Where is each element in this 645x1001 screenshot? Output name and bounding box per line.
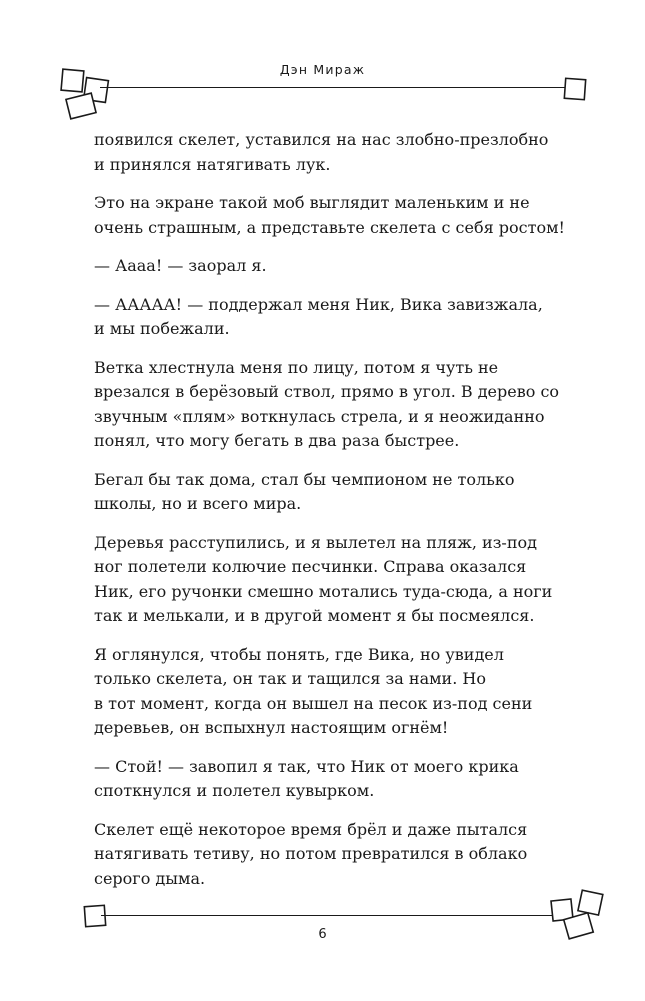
paragraph: Я оглянулся, чтобы понять, где Вика, но увидел только скелета, он так и тащился за нами. Но в тот момент, когда он вышел на песок из-под сени деревьев, он вспыхнул настоящим огнём! (94, 644, 533, 737)
header-square-right-ornament (560, 74, 592, 106)
running-head-author: Дэн Мираж (279, 62, 366, 77)
paragraph: Ветка хлестнула меня по лицу, потом я чуть не врезался в берёзовый ствол, прямо в угол. В дерево со звучным «плям» воткнулась стрела, и я неожиданно понял, что могу бегать в два раза быстрее. (94, 357, 560, 450)
paragraph: появился скелет, уставился на нас злобно-презлобно и принялся натягивать лук. (94, 130, 549, 174)
paragraph: Скелет ещё некоторое время брёл и даже пытался натягивать тетиву, но потом превратился в облако серого дыма. (94, 819, 528, 888)
page-number: 6 (318, 927, 327, 942)
paragraph: Деревья расступились, и я вылетел на пляж, из-под ног полетели колючие песчинки. Справа оказался Ник, его ручонки смешно мотались туда-сюда, а ноги так и мелькали, и в другой момент я бы посмеялся. (94, 532, 553, 625)
body-text (94, 128, 574, 905)
paragraph: — ААААА! — поддержал меня Ник, Вика завизжала, и мы побежали. (94, 294, 543, 338)
footer-rule (101, 915, 553, 916)
paragraph: — Стой! — завопил я так, что Ник от моего крика споткнулся и полетел кувырком. (94, 756, 519, 800)
header-rule (100, 87, 566, 88)
paragraph: — Аааа! — заорал я. (94, 256, 267, 275)
paragraph: Бегал бы так дома, стал бы чемпионом не только школы, но и всего мира. (94, 469, 515, 513)
paragraph: Это на экране такой моб выглядит маленьким и не очень страшным, а представьте скелета с себя ростом! (94, 193, 565, 237)
